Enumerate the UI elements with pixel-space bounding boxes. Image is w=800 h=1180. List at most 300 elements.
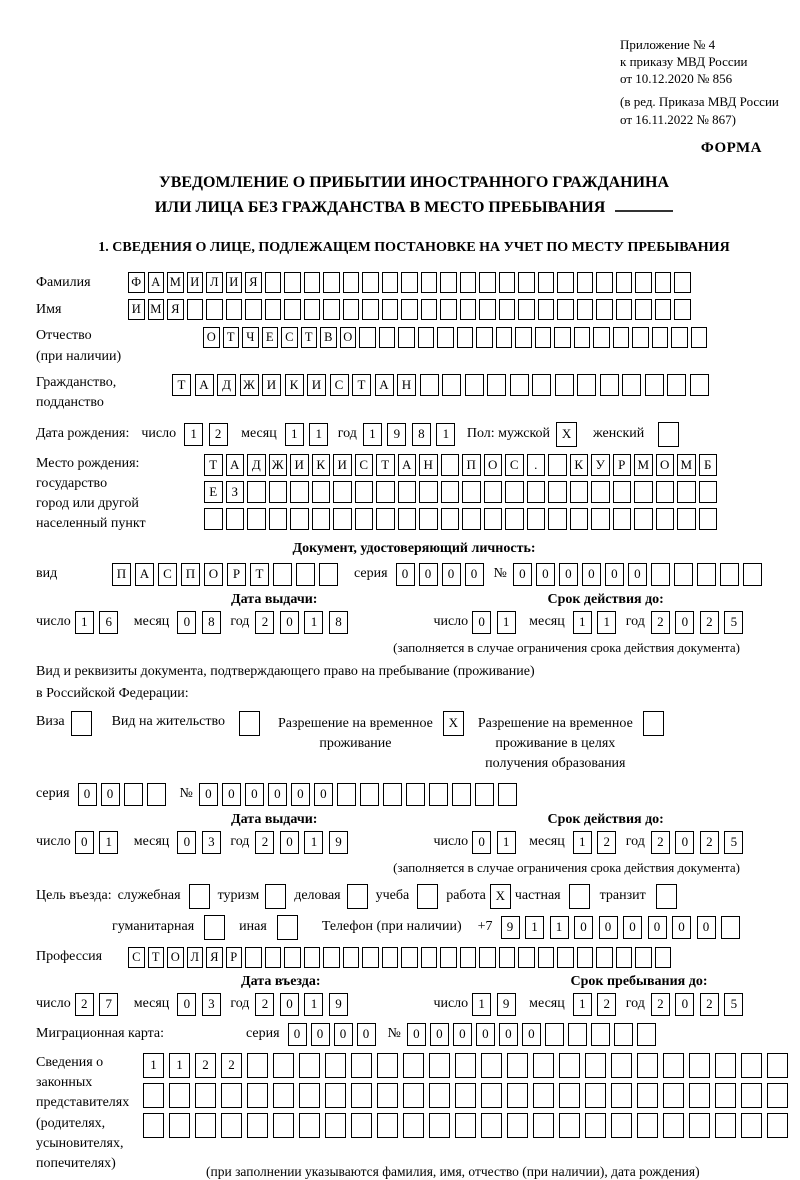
representative-cell[interactable] bbox=[455, 1083, 476, 1108]
birthplace-cell[interactable] bbox=[634, 508, 653, 530]
birthplace-cell[interactable]: . bbox=[527, 454, 546, 476]
representative-cell[interactable] bbox=[169, 1083, 190, 1108]
birthplace-cell[interactable] bbox=[441, 454, 460, 476]
profession-cell[interactable]: О bbox=[167, 947, 184, 968]
phone-digit-cell[interactable]: 0 bbox=[672, 916, 691, 939]
representative-cell[interactable] bbox=[533, 1113, 554, 1138]
patronymic-cell[interactable] bbox=[613, 327, 630, 348]
profession-cell[interactable]: Л bbox=[187, 947, 204, 968]
representative-cell[interactable] bbox=[559, 1053, 580, 1078]
birthplace-cell[interactable]: К bbox=[570, 454, 589, 476]
profession-cell[interactable] bbox=[323, 947, 340, 968]
surname-cell[interactable]: А bbox=[148, 272, 165, 293]
doc-issue-month-cell[interactable]: 0 bbox=[177, 611, 196, 634]
entry-year-cell[interactable]: 0 bbox=[280, 993, 299, 1016]
permit-issue-month-cell[interactable]: 3 bbox=[202, 831, 221, 854]
profession-cell[interactable] bbox=[245, 947, 262, 968]
permit-number-cell[interactable] bbox=[429, 783, 448, 806]
doc-valid-year-cell[interactable]: 5 bbox=[724, 611, 743, 634]
surname-cell[interactable] bbox=[304, 272, 321, 293]
surname-cell[interactable] bbox=[440, 272, 457, 293]
citizenship-cell[interactable]: И bbox=[307, 374, 326, 396]
permit-issue-year-cell[interactable]: 9 bbox=[329, 831, 348, 854]
profession-cell[interactable] bbox=[401, 947, 418, 968]
permit-series-cell[interactable]: 0 bbox=[101, 783, 120, 806]
representative-cell[interactable] bbox=[689, 1083, 710, 1108]
profession-cell[interactable] bbox=[616, 947, 633, 968]
birthplace-cell[interactable] bbox=[376, 481, 395, 503]
doc-series-cell[interactable]: 0 bbox=[419, 563, 438, 586]
migration-series-cell[interactable]: 0 bbox=[288, 1023, 307, 1046]
birthplace-cell[interactable] bbox=[591, 508, 610, 530]
birth-year-cell[interactable]: 1 bbox=[363, 423, 382, 446]
permit-number-cell[interactable]: 0 bbox=[291, 783, 310, 806]
birthplace-cell[interactable] bbox=[570, 481, 589, 503]
representative-cell[interactable] bbox=[689, 1113, 710, 1138]
birthplace-cell[interactable] bbox=[226, 508, 245, 530]
representative-cell[interactable] bbox=[637, 1053, 658, 1078]
doc-issue-year-cell[interactable]: 8 bbox=[329, 611, 348, 634]
birthplace-cell[interactable] bbox=[634, 481, 653, 503]
patronymic-cell[interactable] bbox=[554, 327, 571, 348]
purpose-transit-checkbox-cell[interactable] bbox=[656, 884, 677, 909]
birthplace-cell[interactable]: И bbox=[333, 454, 352, 476]
stay-day-cell[interactable]: 1 bbox=[472, 993, 491, 1016]
sex-male-checkbox-cell[interactable]: X bbox=[556, 422, 577, 447]
birthplace-cell[interactable] bbox=[613, 481, 632, 503]
birthplace-cell[interactable] bbox=[677, 508, 696, 530]
representative-cell[interactable] bbox=[273, 1053, 294, 1078]
representative-cell[interactable]: 1 bbox=[169, 1053, 190, 1078]
migration-number-cell[interactable]: 0 bbox=[476, 1023, 495, 1046]
name-cell[interactable] bbox=[538, 299, 555, 320]
name-cell[interactable] bbox=[499, 299, 516, 320]
doc-type-cell[interactable]: О bbox=[204, 563, 223, 586]
birthplace-cell[interactable] bbox=[548, 454, 567, 476]
migration-number-cell[interactable] bbox=[591, 1023, 610, 1046]
name-cell[interactable]: Я bbox=[167, 299, 184, 320]
birthplace-cell[interactable] bbox=[269, 481, 288, 503]
migration-number-cell[interactable] bbox=[614, 1023, 633, 1046]
permit-valid-year-cell[interactable]: 0 bbox=[675, 831, 694, 854]
representative-cell[interactable] bbox=[143, 1113, 164, 1138]
doc-type-cell[interactable]: С bbox=[158, 563, 177, 586]
doc-series-cell[interactable]: 0 bbox=[465, 563, 484, 586]
profession-cell[interactable] bbox=[577, 947, 594, 968]
entry-year-cell[interactable]: 2 bbox=[255, 993, 274, 1016]
representative-cell[interactable] bbox=[481, 1053, 502, 1078]
profession-cell[interactable] bbox=[421, 947, 438, 968]
representative-cell[interactable] bbox=[273, 1083, 294, 1108]
citizenship-cell[interactable] bbox=[510, 374, 529, 396]
purpose-business-checkbox-cell[interactable] bbox=[347, 884, 368, 909]
representative-cell[interactable] bbox=[663, 1113, 684, 1138]
patronymic-cell[interactable] bbox=[593, 327, 610, 348]
patronymic-cell[interactable]: Т bbox=[223, 327, 240, 348]
birthplace-cell[interactable] bbox=[505, 508, 524, 530]
citizenship-cell[interactable]: А bbox=[375, 374, 394, 396]
profession-cell[interactable] bbox=[460, 947, 477, 968]
stay-month-cell[interactable]: 2 bbox=[597, 993, 616, 1016]
name-cell[interactable] bbox=[304, 299, 321, 320]
profession-cell[interactable]: Т bbox=[148, 947, 165, 968]
permit-series-cell[interactable]: 0 bbox=[78, 783, 97, 806]
profession-cell[interactable]: Я bbox=[206, 947, 223, 968]
birthplace-cell[interactable]: Ж bbox=[269, 454, 288, 476]
surname-cell[interactable]: И bbox=[187, 272, 204, 293]
citizenship-cell[interactable]: Д bbox=[217, 374, 236, 396]
birthplace-cell[interactable]: А bbox=[226, 454, 245, 476]
permit-number-cell[interactable] bbox=[475, 783, 494, 806]
representative-cell[interactable] bbox=[195, 1113, 216, 1138]
profession-cell[interactable] bbox=[635, 947, 652, 968]
surname-cell[interactable] bbox=[421, 272, 438, 293]
doc-series-cell[interactable]: 0 bbox=[442, 563, 461, 586]
doc-type-cell[interactable]: П bbox=[112, 563, 131, 586]
name-cell[interactable] bbox=[343, 299, 360, 320]
birthplace-cell[interactable] bbox=[462, 481, 481, 503]
profession-cell[interactable] bbox=[343, 947, 360, 968]
representative-cell[interactable] bbox=[221, 1083, 242, 1108]
name-cell[interactable] bbox=[440, 299, 457, 320]
surname-cell[interactable] bbox=[635, 272, 652, 293]
representative-cell[interactable] bbox=[325, 1053, 346, 1078]
permit-issue-day-cell[interactable]: 0 bbox=[75, 831, 94, 854]
representative-cell[interactable] bbox=[715, 1113, 736, 1138]
patronymic-cell[interactable] bbox=[418, 327, 435, 348]
patronymic-cell[interactable]: О bbox=[203, 327, 220, 348]
birthplace-cell[interactable] bbox=[312, 481, 331, 503]
doc-type-cell[interactable]: Т bbox=[250, 563, 269, 586]
phone-digit-cell[interactable]: 0 bbox=[623, 916, 642, 939]
purpose-study-checkbox-cell[interactable] bbox=[417, 884, 438, 909]
birth-month-cell[interactable]: 1 bbox=[285, 423, 304, 446]
name-cell[interactable] bbox=[206, 299, 223, 320]
representative-cell[interactable] bbox=[585, 1113, 606, 1138]
permit-number-cell[interactable] bbox=[360, 783, 379, 806]
birthplace-cell[interactable] bbox=[290, 508, 309, 530]
doc-valid-day-cell[interactable]: 1 bbox=[497, 611, 516, 634]
birthplace-cell[interactable]: А bbox=[398, 454, 417, 476]
migration-number-cell[interactable] bbox=[545, 1023, 564, 1046]
representative-cell[interactable] bbox=[377, 1053, 398, 1078]
patronymic-cell[interactable] bbox=[671, 327, 688, 348]
entry-year-cell[interactable]: 9 bbox=[329, 993, 348, 1016]
birth-year-cell[interactable]: 8 bbox=[412, 423, 431, 446]
surname-cell[interactable] bbox=[323, 272, 340, 293]
patronymic-cell[interactable] bbox=[496, 327, 513, 348]
migration-series-cell[interactable]: 0 bbox=[334, 1023, 353, 1046]
patronymic-cell[interactable] bbox=[359, 327, 376, 348]
migration-series-cell[interactable]: 0 bbox=[357, 1023, 376, 1046]
phone-digit-cell[interactable]: 0 bbox=[697, 916, 716, 939]
patronymic-cell[interactable] bbox=[437, 327, 454, 348]
citizenship-cell[interactable] bbox=[442, 374, 461, 396]
profession-cell[interactable] bbox=[265, 947, 282, 968]
phone-digit-cell[interactable]: 0 bbox=[648, 916, 667, 939]
name-cell[interactable] bbox=[226, 299, 243, 320]
patronymic-cell[interactable] bbox=[476, 327, 493, 348]
name-cell[interactable] bbox=[245, 299, 262, 320]
birthplace-cell[interactable] bbox=[656, 481, 675, 503]
birthplace-cell[interactable] bbox=[699, 508, 718, 530]
birthplace-cell[interactable] bbox=[484, 481, 503, 503]
birthplace-cell[interactable] bbox=[290, 481, 309, 503]
surname-cell[interactable] bbox=[616, 272, 633, 293]
stay-year-cell[interactable]: 2 bbox=[700, 993, 719, 1016]
doc-series-cell[interactable]: 0 bbox=[396, 563, 415, 586]
representative-cell[interactable] bbox=[663, 1083, 684, 1108]
name-cell[interactable] bbox=[187, 299, 204, 320]
birthplace-cell[interactable]: О bbox=[656, 454, 675, 476]
representative-cell[interactable] bbox=[715, 1053, 736, 1078]
doc-issue-day-cell[interactable]: 1 bbox=[75, 611, 94, 634]
doc-number-cell[interactable] bbox=[743, 563, 762, 586]
birthplace-cell[interactable] bbox=[699, 481, 718, 503]
citizenship-cell[interactable] bbox=[690, 374, 709, 396]
citizenship-cell[interactable]: Т bbox=[352, 374, 371, 396]
purpose-service-checkbox-cell[interactable] bbox=[189, 884, 210, 909]
representative-cell[interactable] bbox=[585, 1053, 606, 1078]
representative-cell[interactable] bbox=[611, 1083, 632, 1108]
profession-cell[interactable] bbox=[518, 947, 535, 968]
name-cell[interactable] bbox=[421, 299, 438, 320]
name-cell[interactable] bbox=[479, 299, 496, 320]
phone-digit-cell[interactable]: 9 bbox=[501, 916, 520, 939]
representative-cell[interactable] bbox=[715, 1083, 736, 1108]
birthplace-cell[interactable] bbox=[355, 481, 374, 503]
doc-number-cell[interactable] bbox=[651, 563, 670, 586]
birthplace-cell[interactable]: Т bbox=[204, 454, 223, 476]
birthplace-cell[interactable] bbox=[441, 481, 460, 503]
profession-cell[interactable] bbox=[596, 947, 613, 968]
representative-cell[interactable] bbox=[247, 1113, 268, 1138]
name-cell[interactable] bbox=[460, 299, 477, 320]
migration-number-cell[interactable]: 0 bbox=[453, 1023, 472, 1046]
stay-year-cell[interactable]: 0 bbox=[675, 993, 694, 1016]
doc-issue-year-cell[interactable]: 1 bbox=[304, 611, 323, 634]
citizenship-cell[interactable]: Т bbox=[172, 374, 191, 396]
birthplace-cell[interactable]: Е bbox=[204, 481, 223, 503]
surname-cell[interactable] bbox=[401, 272, 418, 293]
migration-number-cell[interactable] bbox=[637, 1023, 656, 1046]
purpose-humanitarian-checkbox-cell[interactable] bbox=[204, 915, 225, 940]
surname-cell[interactable]: Я bbox=[245, 272, 262, 293]
surname-cell[interactable] bbox=[499, 272, 516, 293]
birthplace-cell[interactable]: Б bbox=[699, 454, 718, 476]
stay-year-cell[interactable]: 2 bbox=[651, 993, 670, 1016]
permit-number-cell[interactable] bbox=[452, 783, 471, 806]
birth-year-cell[interactable]: 9 bbox=[387, 423, 406, 446]
birthplace-cell[interactable] bbox=[505, 481, 524, 503]
citizenship-cell[interactable]: И bbox=[262, 374, 281, 396]
doc-valid-day-cell[interactable]: 0 bbox=[472, 611, 491, 634]
stay-month-cell[interactable]: 1 bbox=[573, 993, 592, 1016]
birthplace-cell[interactable]: С bbox=[505, 454, 524, 476]
representative-cell[interactable] bbox=[221, 1113, 242, 1138]
representative-cell[interactable] bbox=[195, 1083, 216, 1108]
patronymic-cell[interactable] bbox=[574, 327, 591, 348]
representative-cell[interactable]: 2 bbox=[195, 1053, 216, 1078]
birthplace-cell[interactable] bbox=[333, 481, 352, 503]
representative-cell[interactable] bbox=[299, 1083, 320, 1108]
entry-month-cell[interactable]: 0 bbox=[177, 993, 196, 1016]
surname-cell[interactable] bbox=[382, 272, 399, 293]
birthplace-cell[interactable] bbox=[527, 481, 546, 503]
doc-number-cell[interactable] bbox=[720, 563, 739, 586]
patronymic-cell[interactable] bbox=[515, 327, 532, 348]
doc-valid-year-cell[interactable]: 0 bbox=[675, 611, 694, 634]
name-cell[interactable] bbox=[362, 299, 379, 320]
surname-cell[interactable] bbox=[596, 272, 613, 293]
permit-number-cell[interactable]: 0 bbox=[222, 783, 241, 806]
doc-number-cell[interactable]: 0 bbox=[582, 563, 601, 586]
citizenship-cell[interactable] bbox=[577, 374, 596, 396]
phone-digit-cell[interactable] bbox=[721, 916, 740, 939]
doc-issue-day-cell[interactable]: 6 bbox=[99, 611, 118, 634]
birthplace-cell[interactable]: П bbox=[462, 454, 481, 476]
entry-day-cell[interactable]: 2 bbox=[75, 993, 94, 1016]
doc-type-cell[interactable]: А bbox=[135, 563, 154, 586]
birthplace-cell[interactable]: И bbox=[290, 454, 309, 476]
representative-cell[interactable] bbox=[351, 1083, 372, 1108]
birthplace-cell[interactable]: З bbox=[226, 481, 245, 503]
representative-cell[interactable] bbox=[455, 1053, 476, 1078]
patronymic-cell[interactable] bbox=[691, 327, 708, 348]
stay-year-cell[interactable]: 5 bbox=[724, 993, 743, 1016]
birth-month-cell[interactable]: 1 bbox=[309, 423, 328, 446]
citizenship-cell[interactable]: Ж bbox=[240, 374, 259, 396]
surname-cell[interactable] bbox=[284, 272, 301, 293]
citizenship-cell[interactable] bbox=[555, 374, 574, 396]
entry-year-cell[interactable]: 1 bbox=[304, 993, 323, 1016]
birthplace-cell[interactable]: У bbox=[591, 454, 610, 476]
representative-cell[interactable] bbox=[429, 1053, 450, 1078]
representative-cell[interactable] bbox=[325, 1113, 346, 1138]
doc-issue-year-cell[interactable]: 0 bbox=[280, 611, 299, 634]
patronymic-cell[interactable] bbox=[535, 327, 552, 348]
birthplace-cell[interactable] bbox=[462, 508, 481, 530]
birthplace-cell[interactable] bbox=[247, 508, 266, 530]
residence-permit-checkbox-cell[interactable] bbox=[239, 711, 260, 736]
representative-cell[interactable] bbox=[351, 1053, 372, 1078]
representative-cell[interactable] bbox=[169, 1113, 190, 1138]
representative-cell[interactable] bbox=[533, 1083, 554, 1108]
birthplace-cell[interactable] bbox=[441, 508, 460, 530]
doc-type-cell[interactable] bbox=[319, 563, 338, 586]
representative-cell[interactable] bbox=[507, 1053, 528, 1078]
patronymic-cell[interactable]: В bbox=[320, 327, 337, 348]
birthplace-cell[interactable]: Н bbox=[419, 454, 438, 476]
birthplace-cell[interactable] bbox=[613, 508, 632, 530]
temp-residence-checkbox-cell[interactable]: X bbox=[443, 711, 464, 736]
birthplace-cell[interactable] bbox=[419, 508, 438, 530]
representative-cell[interactable] bbox=[559, 1113, 580, 1138]
phone-digit-cell[interactable]: 0 bbox=[574, 916, 593, 939]
representative-cell[interactable]: 1 bbox=[143, 1053, 164, 1078]
permit-valid-month-cell[interactable]: 1 bbox=[573, 831, 592, 854]
doc-type-cell[interactable] bbox=[273, 563, 292, 586]
birthplace-cell[interactable] bbox=[527, 508, 546, 530]
profession-cell[interactable] bbox=[538, 947, 555, 968]
birthplace-cell[interactable] bbox=[398, 481, 417, 503]
citizenship-cell[interactable]: К bbox=[285, 374, 304, 396]
representative-cell[interactable] bbox=[481, 1113, 502, 1138]
representative-cell[interactable] bbox=[325, 1083, 346, 1108]
citizenship-cell[interactable] bbox=[465, 374, 484, 396]
patronymic-cell[interactable] bbox=[379, 327, 396, 348]
permit-issue-year-cell[interactable]: 2 bbox=[255, 831, 274, 854]
name-cell[interactable] bbox=[518, 299, 535, 320]
purpose-work-checkbox-cell[interactable]: X bbox=[490, 884, 511, 909]
birthplace-cell[interactable]: Р bbox=[613, 454, 632, 476]
birthplace-cell[interactable]: Т bbox=[376, 454, 395, 476]
name-cell[interactable] bbox=[616, 299, 633, 320]
doc-number-cell[interactable]: 0 bbox=[536, 563, 555, 586]
migration-number-cell[interactable]: 0 bbox=[522, 1023, 541, 1046]
name-cell[interactable] bbox=[382, 299, 399, 320]
permit-valid-day-cell[interactable]: 0 bbox=[472, 831, 491, 854]
stay-day-cell[interactable]: 9 bbox=[497, 993, 516, 1016]
representative-cell[interactable] bbox=[689, 1053, 710, 1078]
representative-cell[interactable] bbox=[429, 1113, 450, 1138]
migration-series-cell[interactable]: 0 bbox=[311, 1023, 330, 1046]
permit-number-cell[interactable] bbox=[406, 783, 425, 806]
patronymic-cell[interactable] bbox=[632, 327, 649, 348]
doc-valid-month-cell[interactable]: 1 bbox=[573, 611, 592, 634]
birthplace-cell[interactable] bbox=[269, 508, 288, 530]
profession-cell[interactable] bbox=[557, 947, 574, 968]
citizenship-cell[interactable] bbox=[645, 374, 664, 396]
profession-cell[interactable] bbox=[655, 947, 672, 968]
doc-valid-year-cell[interactable]: 2 bbox=[651, 611, 670, 634]
patronymic-cell[interactable]: Т bbox=[301, 327, 318, 348]
surname-cell[interactable] bbox=[479, 272, 496, 293]
citizenship-cell[interactable] bbox=[622, 374, 641, 396]
name-cell[interactable] bbox=[323, 299, 340, 320]
name-cell[interactable] bbox=[635, 299, 652, 320]
surname-cell[interactable] bbox=[343, 272, 360, 293]
doc-issue-year-cell[interactable]: 2 bbox=[255, 611, 274, 634]
birthplace-cell[interactable]: К bbox=[312, 454, 331, 476]
patronymic-cell[interactable] bbox=[652, 327, 669, 348]
doc-type-cell[interactable] bbox=[296, 563, 315, 586]
doc-number-cell[interactable]: 0 bbox=[628, 563, 647, 586]
surname-cell[interactable]: Л bbox=[206, 272, 223, 293]
doc-type-cell[interactable]: Р bbox=[227, 563, 246, 586]
permit-number-cell[interactable]: 0 bbox=[268, 783, 287, 806]
profession-cell[interactable] bbox=[479, 947, 496, 968]
patronymic-cell[interactable]: Е bbox=[262, 327, 279, 348]
birthplace-cell[interactable] bbox=[247, 481, 266, 503]
doc-valid-month-cell[interactable]: 1 bbox=[597, 611, 616, 634]
permit-valid-day-cell[interactable]: 1 bbox=[497, 831, 516, 854]
birthplace-cell[interactable]: М bbox=[634, 454, 653, 476]
birthplace-cell[interactable] bbox=[677, 481, 696, 503]
surname-cell[interactable] bbox=[538, 272, 555, 293]
representative-cell[interactable] bbox=[507, 1113, 528, 1138]
representative-cell[interactable] bbox=[559, 1083, 580, 1108]
representative-cell[interactable] bbox=[403, 1113, 424, 1138]
citizenship-cell[interactable]: С bbox=[330, 374, 349, 396]
representative-cell[interactable] bbox=[767, 1083, 788, 1108]
doc-number-cell[interactable] bbox=[697, 563, 716, 586]
permit-valid-month-cell[interactable]: 2 bbox=[597, 831, 616, 854]
doc-valid-year-cell[interactable]: 2 bbox=[700, 611, 719, 634]
name-cell[interactable] bbox=[596, 299, 613, 320]
representative-cell[interactable] bbox=[351, 1113, 372, 1138]
birthplace-cell[interactable] bbox=[376, 508, 395, 530]
